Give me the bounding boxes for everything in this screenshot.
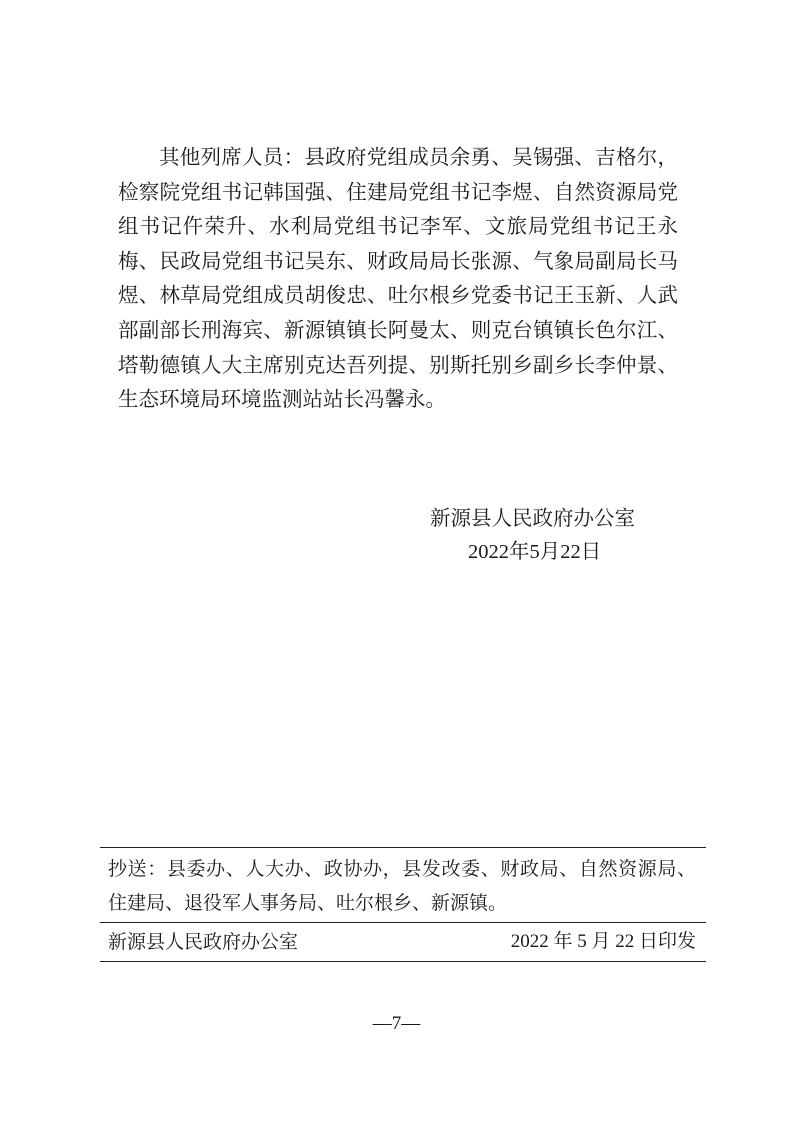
body-paragraph: 其他列席人员：县政府党组成员余勇、吴锡强、吉格尔，检察院党组书记韩国强、住建局党组书记李煜、自然资源局党组书记仵荣升、水利局党组书记李军、文旅局党组书记王永梅、民政局党组书记吴东、财政局局长张源、气象局副局长马煜、林草局党组成员胡俊忠、吐尔根乡党委书记王玉新、人武部副部长刑海宾、新源镇镇长阿曼太、则克台镇镇长色尔江、塔勒德镇人大主席别克达吾列提、别斯托别乡副乡长李仲景、生态环境局环境监测站站长冯馨永。: [118, 145, 678, 412]
issue-date: 2022 年 5 月 22 日印发: [510, 931, 696, 952]
cc-list: 抄送：县委办、人大办、政协办，县发改委、财政局、自然资源局、住建局、退役军人事务局、吐尔根乡、新源镇。: [108, 858, 696, 914]
signature-date: 2022年5月22日: [468, 541, 602, 563]
footer-middle-rule: [100, 922, 706, 923]
issue-line: [108, 926, 696, 958]
page-number: —7—: [372, 1013, 421, 1034]
issuer: 新源县人民政府办公室: [108, 931, 299, 953]
footer-top-rule: [100, 847, 706, 848]
footer-bottom-rule: [100, 961, 706, 962]
signature-block: [430, 501, 670, 569]
signature-org: 新源县人民政府办公室: [430, 506, 635, 530]
